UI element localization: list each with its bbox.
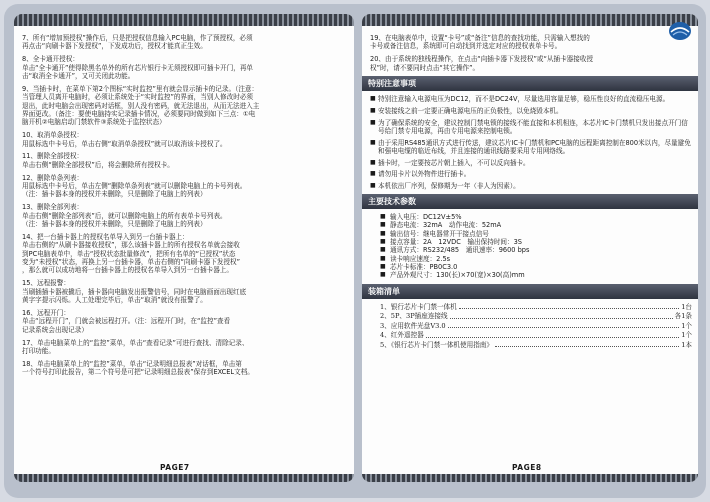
- text-line: 记录系统会出现记录）: [22, 325, 88, 334]
- text-line: 一个符号打印此报告，第二个符号是可把“记录明细总报表”保存到EXCEL文档。: [22, 368, 254, 377]
- instruction-item: [22, 360, 348, 377]
- top-stripe: [14, 14, 354, 26]
- text-line: 本机依出厂序列，保修期为一年（非人为因素）。: [378, 181, 520, 190]
- page-7-content: [22, 34, 348, 381]
- spec-row: ■ 静态电流：32mA 动作电流：52mA: [370, 221, 692, 229]
- spec-row: ■ 产品外观尺寸：130(长)×70(宽)×30(高)mm: [370, 271, 692, 279]
- packing-item-qty: 1个: [681, 321, 692, 330]
- text-line: 14、把一台插卡器上的授权名单导入到另一台插卡器上：: [22, 232, 189, 241]
- instruction-item: [22, 279, 348, 304]
- packing-item-qty: 1个: [681, 331, 692, 340]
- packing-item-qty: 1台: [681, 302, 692, 311]
- text-line: 19、在电脑表单中，设置“卡号”或“备注”信息的查找功能，只需输入想找的: [370, 34, 590, 42]
- text-line: 打印功能。: [22, 346, 55, 355]
- page-8-content: [370, 34, 692, 350]
- spec-row: ■ 芯片卡标准：PB0C3.0: [370, 263, 692, 271]
- packing-row: [370, 303, 692, 313]
- instruction-item: [22, 233, 348, 275]
- leader-dots: [495, 341, 679, 348]
- text-line: ，那么就可以成功地将一台插卡器上的授权名单导入到另一台插卡器上。: [22, 266, 233, 275]
- spec-row: ■ 接点容量：2A 12VDC 输出保持时间：3S: [370, 238, 692, 246]
- text-line: 9、当插卡时，在菜单下第2个图标“实时监控”里有就会显示插卡的记录。（注意：: [22, 84, 259, 93]
- text-line: 18、单击电脑菜单上的“监控”菜单，单击“记录明细总报表”对话框，单击第: [22, 359, 242, 368]
- instruction-item: [22, 34, 348, 51]
- spec-row: ■ 通讯方式：RS232/485 通讯速率：9600 bps: [370, 246, 692, 254]
- spec-row: ■ 读卡响应速度：2.5s: [370, 255, 692, 263]
- note-item: [370, 182, 692, 190]
- text-line: （注：插卡器本身的授权并未删除，只是删除了电脑上的列表）: [22, 220, 207, 229]
- text-line: 的直流稳压电源。: [616, 95, 670, 104]
- item-list: [370, 34, 692, 72]
- text-line: 变为“未授权”状态，再换上另一台插卡器，单击右侧的“向刷卡器下发授权”: [22, 258, 241, 267]
- packing-item-label: 4、红外遥控器: [380, 331, 424, 340]
- note-item: [370, 95, 692, 103]
- page-number: PAGE8: [512, 463, 542, 472]
- text-line: 权”时，请不要同时点击“其它操作”。: [370, 63, 480, 72]
- text-line: 17、单击电脑菜单上的“监控”菜单，单击“查看记录”可进行查找、清除记录、: [22, 338, 249, 347]
- page-8: [362, 14, 698, 482]
- text-line: 用网络线。: [536, 147, 570, 155]
- text-line: 单击右侧的“从刷卡器接收授权”，那么该插卡器上的所有授权名单就会接收: [22, 241, 240, 250]
- leader-dots: [459, 303, 679, 310]
- leader-dots: [450, 312, 673, 319]
- instruction-item: [22, 55, 348, 80]
- text-line: 特别注意输入电源电压为DC12，而不是DC24V，尽量选用容量足够，稳压性良好: [378, 95, 617, 104]
- text-line: 插卡时，一定要按芯片朝上插入，不可以反向插卡。: [378, 158, 530, 167]
- text-line: （注：插卡器本身的授权并未删除，只是删除了电脑上的列表）: [22, 190, 207, 199]
- text-line: 11、删除全部授权：: [22, 152, 84, 161]
- instruction-item: [22, 309, 348, 334]
- text-line: 界面更改。（备注：要使电脑持实记录插卡情况，必须要同时做到如下三点：①电: [22, 110, 256, 119]
- text-line: 用鼠标选中卡号后，单击左侧“删除单条列表”就可以删除电脑上的卡号列表。: [22, 182, 247, 191]
- spec-row: ■ 输入电压：DC12V±5%: [370, 213, 692, 221]
- packing-item-label: 3、应用软件光盘V3.0: [380, 321, 446, 330]
- text-line: 再点击“向刷卡器下发授权”，下发成功后，授权才能真正生效。: [22, 42, 207, 51]
- notes-list: [370, 95, 692, 190]
- specs-section-title: 主要技术参数: [362, 194, 698, 209]
- notes-section-title: 特别注意事项: [362, 76, 698, 91]
- packing-item-qty: 各1条: [674, 312, 692, 321]
- instruction-item: [370, 34, 692, 51]
- packing-item-qty: 1本: [681, 340, 692, 349]
- packing-section-title: 装箱清单: [362, 284, 698, 299]
- text-line: 为了确保系统的安全，建议控制门禁电锁的接线不能直接和本机相连，本芯片: [378, 118, 603, 127]
- text-line: 请勿用卡片以外物件进行插卡。: [378, 170, 471, 179]
- packing-item-label: 1、银行芯片卡门禁一体机: [380, 302, 457, 311]
- packing-row: [370, 341, 692, 351]
- text-line: 8、全卡通开授权：: [22, 55, 79, 64]
- text-line: 由于采用RS485通讯方式进行传送，建议芯片IC卡门禁机和PC电脑的远程距离控制: [378, 138, 619, 147]
- instruction-item: [22, 203, 348, 228]
- text-line: 12、删除单条列表：: [22, 173, 84, 182]
- text-line: 当管理人员离开电脑时，必须让系统处于“实时监控”的界面，当别人修改时必须: [22, 93, 254, 102]
- text-line: 13、删除全部列表：: [22, 203, 84, 212]
- packing-row: [370, 312, 692, 322]
- text-line: 退出，此时电脑会出现密码对话框，别人没有密码，就无法退出，从而无法进入主: [22, 101, 260, 110]
- text-line: 当刷插插卡器被撬后，插卡器向电脑发出报警信号，同时在电脑画面出现红底: [22, 287, 247, 296]
- text-line: 7、所有“增加预授权”操作后，只是把授权信息输入PC电脑，作了预授权，必须: [22, 34, 253, 42]
- bottom-stripe: [362, 474, 698, 482]
- text-line: 击“取消全卡通开”，又可关闭此功能。: [22, 72, 135, 81]
- page-number: PAGE7: [160, 463, 190, 472]
- packing-item-label: 5、《银行芯片卡门禁一体机使用指南》: [380, 340, 493, 349]
- page-7: [14, 14, 354, 482]
- text-line: 10、取消单条授权：: [22, 131, 84, 140]
- packing-list: [370, 303, 692, 351]
- note-item: [370, 170, 692, 178]
- instruction-item: [22, 174, 348, 199]
- text-line: 在800米以内，尽量避免和强电电缆的临近布线，并且连接的通讯线路要采用专: [378, 138, 691, 155]
- note-item: [370, 159, 692, 167]
- text-line: IC卡门禁机只发出接点开门信号给门禁专用电源，再由专用电源来控制电锁。: [378, 118, 688, 135]
- instruction-item: [22, 339, 348, 356]
- text-line: 用鼠标选中卡号后，单击右侧“取消单条授权”就可以取消该卡授权了。: [22, 139, 227, 148]
- instruction-item: [22, 152, 348, 169]
- packing-row: [370, 322, 692, 332]
- bottom-stripe: [14, 474, 354, 482]
- text-line: 20、由于系统的独栈程操作，在点击“向插卡器下发授权”或“从插卡器接收授: [370, 55, 594, 64]
- note-item: [370, 139, 692, 156]
- leader-dots: [426, 331, 679, 338]
- text-line: 安装接线之前一定要正确电源电压的正负极性，以免烧毁本机。: [378, 107, 563, 115]
- packing-row: [370, 331, 692, 341]
- text-line: 脑开机②电脑启动门禁软件③系统处于监控状态）: [22, 118, 166, 127]
- text-line: 单击“全卡通开”使得除黑名单外的所有芯片银行卡无须授权即可插卡开门，再单: [22, 63, 254, 72]
- text-line: 到PC电脑表单中，单击“授权状态批量修改”，把所有名单的“已授权”状态: [22, 249, 236, 258]
- packing-item-label: 2、5P、3P插座连接线: [380, 312, 448, 321]
- specs-list: [370, 213, 692, 279]
- leader-dots: [448, 322, 680, 329]
- note-item: [370, 119, 692, 136]
- text-line: 15、远程报警：: [22, 279, 70, 288]
- top-stripe: [362, 14, 698, 26]
- spec-row: ■ 输出信号：继电器常开干接点信号: [370, 230, 692, 238]
- text-line: 单击“远程开门”，门就会被远程打开。（注：远程开门时，在“监控”查看: [22, 317, 231, 326]
- text-line: 单击右侧“删除全部授权”后，将会删除所有授权卡。: [22, 160, 174, 169]
- text-line: 16、远程开门：: [22, 308, 70, 317]
- instruction-item: [370, 55, 692, 72]
- text-line: 卡号或备注信息，系统即可自动找到并选定对应的授权表单卡号。: [370, 42, 562, 51]
- text-line: 黄字字提示闪烁。人工处理完毕后，单击“取消”就没有报警了。: [22, 296, 207, 305]
- note-item: [370, 107, 692, 115]
- instruction-item: [22, 131, 348, 148]
- text-line: 单击右侧“删除全部列表”后，就可以删除电脑上的所有表单卡号列表。: [22, 211, 227, 220]
- instruction-item: [22, 85, 348, 127]
